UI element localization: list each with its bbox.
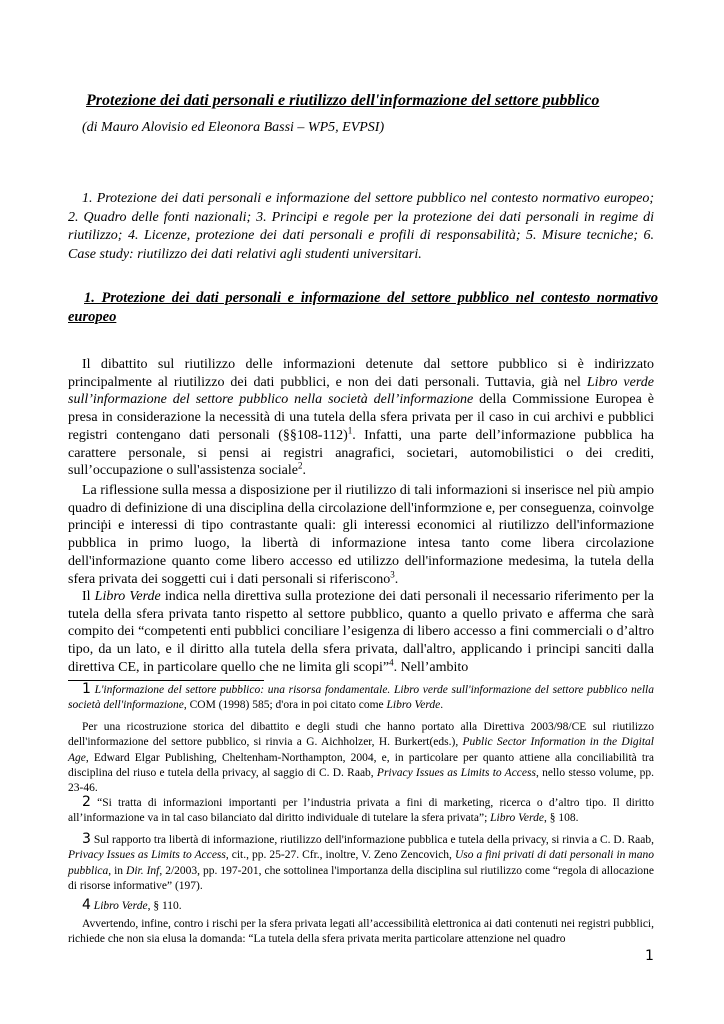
- footnote-italic-text: L'informazione del settore pubblico: una risorsa fondamentale. Libro verde sull'informazione del settore pubblico nella società dell'informazione: [68, 684, 654, 712]
- paragraph-italic-text: Libro Verde: [94, 589, 161, 604]
- footnote-1-continued: [68, 720, 654, 796]
- footnote-2: [68, 795, 654, 827]
- footnote-text: , nello stesso volume, pp. 23-46.: [68, 766, 655, 795]
- document-authors: (di Mauro Alovisio ed Eleonora Bassi – WP5, EVPSI): [82, 120, 385, 135]
- footnote-text: , cit., pp. 25-27. Cfr., inoltre, V. Zeno Zencovich,: [225, 849, 455, 862]
- table-of-contents-summary: 1. Protezione dei dati personali e informazione del settore pubblico nel contesto normativo europeo; 2. Quadro delle fonti nazionali; 3. Principi e regole per la protezione dei dati personali in regime di riutilizzo; 4. Licenze, protezione dei dati personali e profili di responsabilità; 5. Misure tecniche; 6. Case study: riutilizzo dei dati relativi agli studenti universitari.: [68, 191, 654, 262]
- footnote-text: , in: [108, 864, 127, 877]
- footnote-italic-text: Privacy Issues as Limits to Access: [376, 766, 536, 779]
- paragraph-text: Il: [82, 589, 95, 604]
- footnote-ref[interactable]: 1: [347, 425, 353, 436]
- body-paragraph-1: [68, 356, 654, 480]
- paragraph-text: Il dibattito sul riutilizzo delle informazioni detenute dal settore pubblico si è indirizzato principalmente al riutilizzo dei dati pubblici, e non dei dati personali. Tuttavia, già nel: [68, 357, 654, 390]
- section-heading: 1. Protezione dei dati personali e informazione del settore pubblico nel contesto normativo europeo: [68, 290, 658, 325]
- footnote-number: 2: [82, 794, 91, 810]
- footnote-text: Sul rapporto tra libertà di informazione, riutilizzo dell'informazione pubblica e tutela della privacy, si rinvia a C. D. Raab,: [90, 834, 654, 846]
- paragraph-text: . Nell’ambito: [393, 659, 469, 675]
- footnote-italic-text: Public Sector Information in the Digital Age: [68, 736, 654, 764]
- footnote-text: .: [440, 699, 444, 712]
- footnote-italic-text: Dir. Inf: [126, 864, 160, 877]
- paragraph-text: della Commissione Europea è presa in considerazione la necessità di una tutela della sfera privata per il caso in cui archivi e pubblici registri contengano dati personali (§§108-112): [68, 392, 654, 443]
- page-number: 1: [645, 948, 654, 964]
- footnote-text: , 2/2003, pp. 197-201, che sottolinea l'importanza della disciplina sul riutilizzo come “regola di allocazione di risorse informative” (197).: [68, 864, 654, 892]
- paragraph-text: .: [302, 463, 306, 479]
- paragraph-text: .: [394, 571, 399, 587]
- footnote-italic-text: Libro Verde: [93, 900, 148, 912]
- footnote-text: , COM (1998) 585; d'ora in poi citato come: [183, 699, 387, 712]
- footnote-text: “Si tratta di informazioni importanti per l’industria privata a fini di marketing, ricerca o d’altro tipo. Il diritto all’informazione va in tal caso bilanciato dal diritto individuale di tutelare la sfera privata”;: [68, 797, 654, 825]
- footnote-ref[interactable]: 2: [297, 460, 303, 471]
- body-paragraph-3: [68, 588, 654, 677]
- footnote-number: 3: [82, 831, 91, 847]
- footnote-number: 1: [82, 681, 91, 697]
- footnote-text: , § 108.: [543, 812, 579, 825]
- footnote-text: , § 110.: [147, 900, 182, 912]
- footnote-ref[interactable]: 4: [389, 657, 394, 668]
- footnote-4-continued: Avvertendo, infine, contro i rischi per la sfera privata legati all’accessibilità elettronica ai dati contenuti nei registri pubblici, richiede che non sia elusa la domanda: “La tutela della sfera privata merita particolare attenzione nel quadro: [68, 918, 654, 946]
- footnote-italic-text: Uso a fini privati di dati personali in mano pubblica: [68, 849, 654, 877]
- footnote-italic-text: Libro Verde: [490, 812, 544, 825]
- footnote-4: [68, 898, 654, 914]
- footnote-ref[interactable]: 3: [390, 568, 395, 579]
- paragraph-text: indica nella direttiva sulla protezione dei dati personali il necessario riferimento per la tutela della sfera privata tanto rispetto al settore pubblico, quanto a quello privato e afferma che sarà compito dei “competenti enti pubblici conciliare l’esigenza di libero accesso a fini commerciali o d’altro tipo, da un lato, e il diritto alla tutela della sfera privata, dall'altro, applicando i principi sanciti dalla direttiva CE, in particolare quello che ne limita gli scopi”: [68, 589, 654, 675]
- document-title: Protezione dei dati personali e riutilizzo dell'informazione del settore pubblico: [86, 92, 600, 109]
- footnote-number: 4: [82, 897, 91, 913]
- paragraph-text: La riflessione sulla messa a disposizione per il riutilizzo di tali informazioni si inserisce nel più ampio quadro di definizione di una disciplina della circolazione dell'informzione e, per conseguenza, coinvolge princiṗi e interessi di tipo contrastante quali: gli interessi economici al riutilizzo dell'informazione pubblica in primo luogo, la libertà di informazione intesa tanto come libera circolazione dell'informazione quanto come libero accesso ed utilizzo dell'informazione medesima, la tutela della sfera privata dei soggetti cui i dati personali si riferiscono: [68, 483, 654, 587]
- footnote-italic-text: Privacy Issues as Limits to Access: [68, 849, 226, 862]
- footnote-text: Per una ricostruzione storica del dibattito e degli studi che hanno portato alla Direttiva 2003/98/CE sul riutilizzo dell'informazione del settore pubblico, si rinvia a G. Aichholzer, H. Burkert(eds.),: [68, 721, 654, 749]
- paragraph-text: . Infatti, una parte dell’informazione pubblica ha carattere personale, si pensi ai registri anagrafici, societari, automobilistici o dei crediti, sull’occupazione o sull'assistenza sociale: [68, 427, 654, 479]
- paragraph-italic-text: Libro verde sull’informazione del settore pubblico nella società dell’informazione: [68, 374, 654, 408]
- footnote-text: , Edward Elgar Publishing, Cheltenham-Northampton, 2004, e, in particolare per quanto attiene alla conciliabilità tra disciplina del riuso e tutela della privacy, al saggio di C. D. Raab,: [68, 751, 654, 779]
- footnote-3: [68, 832, 654, 894]
- footnote-separator: [68, 680, 264, 681]
- body-paragraph-2: [68, 482, 654, 588]
- footnote-1: [68, 682, 654, 714]
- footnote-italic-text: Libro Verde: [386, 699, 441, 712]
